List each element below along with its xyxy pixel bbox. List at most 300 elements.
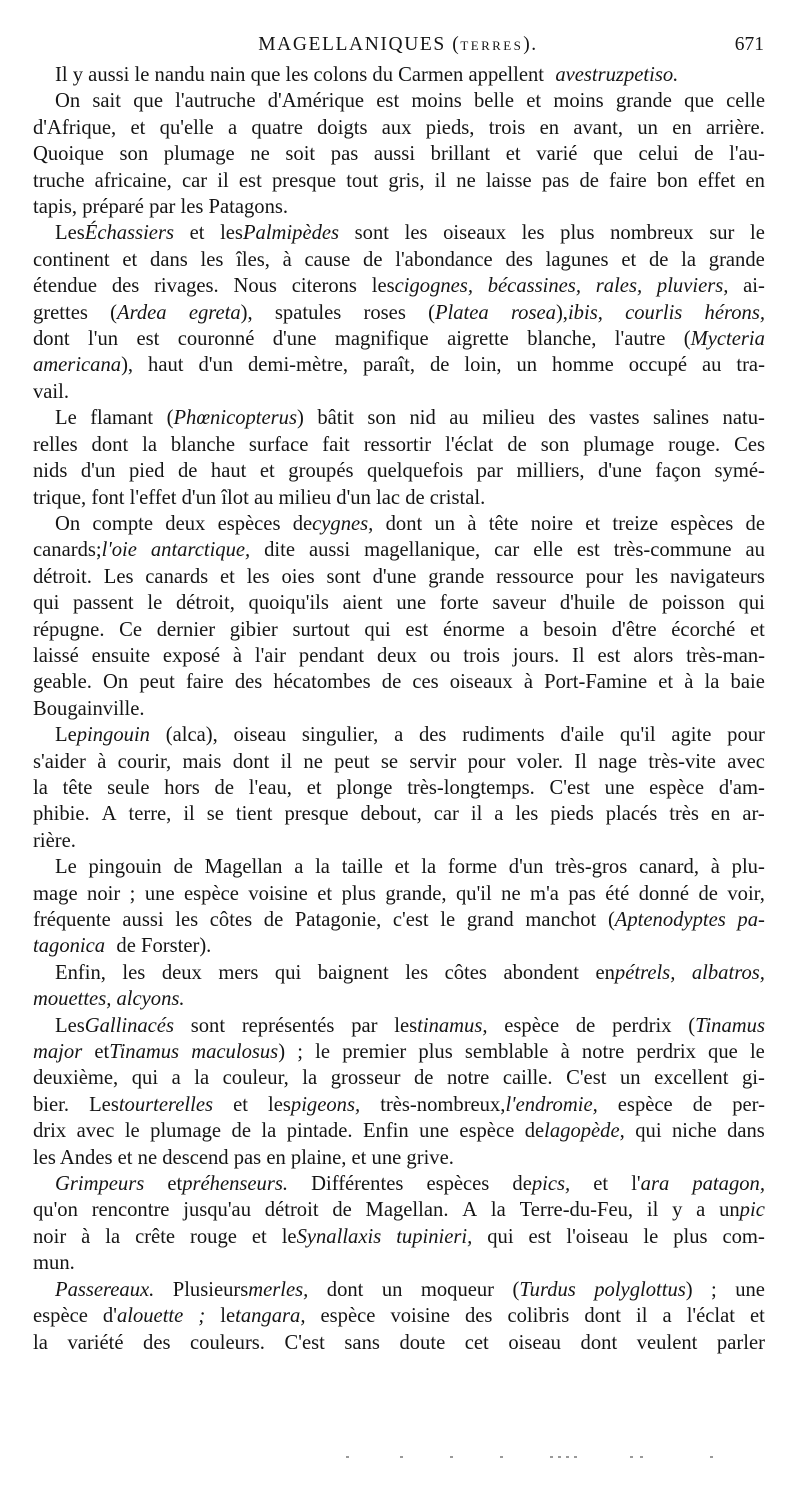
word: détroit,: [175, 592, 235, 615]
word: m'a: [530, 882, 559, 905]
word: grande: [615, 90, 672, 113]
word: quoiqu'ils: [248, 592, 329, 615]
text-line: [33, 722, 765, 748]
word: Enfin,: [55, 961, 106, 984]
word: ces: [412, 671, 439, 694]
word: lescigognes,: [371, 275, 473, 298]
word: les: [246, 565, 270, 588]
word: dont: [326, 1278, 364, 1301]
word: est: [238, 169, 262, 192]
word: qui: [33, 592, 60, 615]
word: On: [55, 90, 81, 113]
word: une: [604, 776, 635, 799]
word: c'est: [392, 909, 429, 931]
word: lagunes: [545, 248, 609, 271]
word: très-nombreux,l'endromie,: [380, 1093, 598, 1116]
word: côtes: [209, 909, 253, 931]
word: et: [621, 248, 637, 271]
word: decygnes,: [292, 512, 374, 535]
word: On: [55, 512, 81, 535]
word: niche: [672, 1120, 717, 1143]
word: et: [750, 1305, 765, 1328]
word: la: [194, 1067, 210, 1090]
word: Passereaux.: [55, 1278, 155, 1301]
word: et: [505, 143, 521, 166]
text-run: les Andes et ne descend pas en plaine, et une grive.: [33, 1146, 454, 1169]
word: belle: [473, 90, 515, 113]
text-line: [33, 352, 765, 378]
word: A: [462, 1199, 478, 1222]
text-line: [33, 379, 765, 405]
word: crête: [135, 1225, 176, 1248]
word: îles,: [236, 248, 270, 271]
word: espèces: [670, 512, 734, 535]
word: il: [183, 803, 195, 826]
word: voisine: [248, 882, 308, 905]
text-line: [33, 220, 765, 246]
text-line: [33, 141, 765, 167]
word: gris,: [388, 169, 425, 192]
text-line: [33, 1118, 765, 1144]
text-line: [33, 1277, 765, 1303]
word: en: [745, 169, 765, 192]
word: forme: [447, 856, 498, 879]
word: de: [698, 882, 718, 905]
word: est: [528, 1225, 552, 1248]
word: en: [672, 116, 692, 139]
text-line: [33, 458, 765, 484]
word: Magellan.: [365, 1199, 449, 1222]
word: enpétrels,: [595, 961, 676, 984]
word: à: [523, 671, 533, 694]
word: des: [143, 1331, 171, 1354]
word: compte: [92, 512, 154, 535]
text-line: [33, 405, 765, 431]
word: cause: [304, 248, 351, 271]
word: de: [694, 143, 714, 166]
word: sait: [92, 90, 121, 113]
word: de: [628, 592, 649, 615]
page-number: 671: [734, 34, 764, 55]
word: espèce: [504, 1014, 560, 1037]
word: et: [394, 856, 410, 879]
word: le: [124, 1120, 140, 1143]
word: et: [526, 90, 542, 113]
text-line: [33, 511, 765, 537]
word: placés: [605, 803, 658, 826]
word: magnifique: [334, 328, 429, 351]
text-line: [33, 168, 765, 194]
word: lestinamus,: [394, 1014, 488, 1037]
word: milieu: [482, 407, 535, 430]
word: est: [136, 328, 160, 351]
word: per-: [732, 1093, 765, 1116]
text-run: Il y aussi le nandu nain que les colons du Carmen appellent: [55, 64, 550, 86]
text-line: [33, 775, 765, 801]
word: Le: [55, 856, 77, 879]
word: dont: [385, 512, 423, 535]
word: et: [220, 565, 235, 588]
word: dernier: [156, 618, 216, 641]
word: il: [434, 169, 447, 192]
text-line: [33, 273, 765, 299]
word: C'est: [284, 1331, 325, 1354]
text-line: [33, 1330, 765, 1356]
word: ai-: [743, 275, 765, 298]
word: canards;l'oie: [33, 539, 137, 562]
text-line: [33, 1303, 765, 1329]
word: l'au-: [729, 143, 765, 166]
word: d'être: [611, 618, 657, 641]
word: antarctique,: [150, 539, 251, 562]
word: pintade.: [286, 1120, 353, 1143]
word: un: [619, 1067, 641, 1090]
word: Grimpeurs: [55, 1173, 145, 1196]
word: mers: [218, 961, 259, 984]
text-line: [33, 326, 765, 352]
word: lesPalmipèdes: [220, 222, 340, 245]
word: sont: [190, 1014, 226, 1037]
word: excellent: [654, 1067, 729, 1090]
text-line: [33, 62, 765, 88]
word: magellanique,: [364, 539, 481, 562]
running-head-end: ).: [523, 34, 538, 55]
word: a: [494, 803, 504, 826]
word: se: [380, 750, 399, 773]
word: aient: [342, 592, 383, 615]
word: pieds: [550, 803, 594, 826]
word: d'un: [80, 460, 116, 483]
word: C'est: [566, 1067, 607, 1090]
word: il: [646, 1199, 659, 1222]
word: symé-: [714, 460, 765, 483]
word: et: [233, 1093, 248, 1116]
word: (Mycteria: [683, 328, 765, 351]
word: a: [294, 856, 304, 879]
word: delagopède,: [524, 1120, 625, 1143]
text-line: [33, 1250, 765, 1276]
word: un: [637, 116, 658, 139]
word: la: [261, 1120, 277, 1143]
word: l'abondance: [395, 248, 493, 271]
word: de: [231, 1120, 251, 1143]
word: énorme: [442, 618, 505, 641]
word: à: [97, 750, 107, 773]
word: avant,: [573, 116, 624, 139]
text-line: [33, 432, 765, 458]
word: au: [701, 354, 722, 377]
word: d'un: [508, 856, 544, 879]
word: nombreux: [610, 222, 694, 245]
word: qu'il: [455, 882, 492, 905]
word: il: [470, 803, 483, 826]
word: la: [33, 776, 48, 799]
word: pied: [128, 460, 165, 483]
word: milliers,: [516, 460, 585, 483]
word: un: [434, 512, 456, 535]
word: bon: [656, 169, 688, 192]
word: grande,: [385, 882, 447, 905]
word: de: [414, 1067, 434, 1090]
footer-specks: [340, 1456, 720, 1462]
word: pour: [585, 565, 624, 588]
text-line: [33, 194, 765, 220]
word: qu'il: [619, 724, 656, 747]
word: mage: [33, 882, 78, 905]
word: d'une: [372, 565, 417, 588]
word: l'autruche: [175, 90, 256, 113]
word: de: [177, 460, 198, 483]
word: hors: [164, 776, 200, 799]
word: pas: [330, 143, 359, 166]
italic-text: avestruzpetiso.: [555, 64, 679, 86]
word: LesÉchassiers: [55, 222, 174, 245]
word: noir: [33, 1225, 67, 1248]
word: plumage: [583, 433, 655, 456]
word: côtes: [444, 961, 487, 984]
word: Quoique: [33, 143, 104, 166]
word: noire: [530, 512, 574, 535]
word: (Platea: [428, 301, 489, 324]
word: d'aile: [560, 724, 605, 747]
word: pas: [541, 169, 570, 192]
text-line: [33, 828, 765, 854]
word: aigrette: [447, 328, 509, 351]
word: variété: [67, 1331, 124, 1354]
word: caille.: [502, 1067, 553, 1090]
text-line: [33, 669, 765, 695]
word: manchot: [525, 909, 597, 931]
word: tout: [346, 169, 379, 192]
word: alors: [633, 644, 674, 667]
text-line: [33, 1171, 765, 1197]
word: donné: [638, 882, 690, 905]
word: la: [490, 1199, 506, 1222]
word: les: [635, 565, 659, 588]
word: Lestourterelles: [89, 1093, 214, 1116]
word: homme: [552, 354, 614, 377]
word: baignent: [317, 961, 389, 984]
word: étendue: [33, 275, 98, 298]
text-line: [33, 1039, 765, 1065]
word: Port-Famine: [544, 671, 648, 694]
word: navigateurs: [669, 565, 765, 588]
word: bâtit: [317, 407, 354, 430]
word: taille: [341, 856, 383, 879]
word: de: [214, 776, 234, 799]
word: pluviers,: [656, 275, 729, 298]
word: mais: [182, 750, 222, 773]
word: de: [692, 1093, 713, 1116]
word: la: [315, 856, 330, 879]
word: le: [749, 1041, 765, 1064]
word: couronné: [177, 328, 255, 351]
word: espèce: [459, 1120, 515, 1143]
word: passent: [73, 592, 134, 615]
text-line: [33, 1224, 765, 1250]
word: sans: [344, 1331, 380, 1354]
word: oiseaux: [443, 222, 507, 245]
running-head-main: MAGELLANIQUES (: [258, 34, 461, 55]
word: surface: [248, 433, 309, 456]
word: natu-: [722, 407, 765, 430]
word: qui: [487, 1225, 514, 1248]
word: (Tinamus: [688, 1014, 765, 1037]
word: pour: [727, 724, 765, 747]
word: a: [519, 618, 529, 641]
word: surtout: [292, 618, 350, 641]
word: est: [376, 90, 400, 113]
word: espèce: [617, 1093, 673, 1116]
word: rouge.: [668, 433, 721, 456]
word: courlis: [625, 301, 683, 324]
word: à: [684, 671, 694, 694]
word: la: [33, 1331, 48, 1354]
text-line: [33, 933, 765, 959]
word: détroit.: [33, 565, 92, 588]
word: d'huile: [559, 592, 616, 615]
word: d'am-: [718, 776, 765, 799]
word: oiseau: [233, 724, 287, 747]
word: l'oiseau: [566, 1225, 629, 1248]
word: parler: [716, 1331, 765, 1354]
text-line: [33, 696, 765, 722]
word: presque: [284, 803, 349, 826]
text-line: [33, 115, 765, 141]
word: besoin: [543, 618, 598, 641]
word: des: [505, 248, 533, 271]
word: une: [396, 592, 427, 615]
word: Les: [103, 565, 134, 588]
word: saveur: [492, 592, 547, 615]
word: abondent: [503, 961, 579, 984]
word: (Aptenodyptes: [607, 909, 726, 931]
word: LesGallinacés: [55, 1014, 174, 1037]
word: ressource: [496, 565, 574, 588]
word: espèce: [320, 1305, 376, 1328]
word: agite: [671, 724, 712, 747]
word: colibris: [507, 1305, 570, 1328]
text-run: mun.: [33, 1252, 75, 1275]
word: couleurs.: [190, 1331, 265, 1354]
word: voir,: [727, 882, 765, 905]
word: fait: [322, 433, 350, 456]
word: tra-: [736, 354, 765, 377]
word: la: [704, 671, 720, 694]
word: qui: [635, 1120, 662, 1143]
word: au: [745, 539, 765, 562]
word: Ce: [119, 618, 143, 641]
word: nids: [33, 460, 68, 483]
word: celui: [638, 143, 679, 166]
word: ne: [250, 143, 270, 166]
word: dont: [91, 433, 129, 456]
word: façon: [655, 460, 702, 483]
word: deuxième,: [33, 1067, 119, 1090]
word: l'un: [88, 328, 119, 351]
text-run: tapis, préparé par les Patagons.: [33, 196, 289, 219]
word: car: [181, 169, 208, 192]
running-head: [32, 30, 764, 61]
word: patagon,: [692, 1173, 765, 1196]
word: blanche: [170, 433, 235, 456]
word: forte: [439, 592, 479, 615]
word: trois: [463, 644, 500, 667]
word: qui: [274, 961, 302, 984]
word: Nous: [233, 275, 277, 298]
word: et: [130, 116, 146, 139]
word: très-longtemps.: [407, 776, 535, 799]
word: hérons,: [704, 301, 765, 324]
word: dont: [232, 750, 270, 773]
word: de: [332, 1199, 352, 1222]
word: brillant: [430, 143, 491, 166]
word: gi-: [741, 1067, 765, 1090]
word: grande: [708, 248, 765, 271]
word: a: [394, 724, 404, 747]
word: très-man-: [686, 644, 765, 667]
word: plus: [418, 1041, 453, 1064]
word: pas: [568, 882, 596, 905]
text-line: [33, 617, 765, 643]
word: les: [122, 961, 146, 984]
word: et: [585, 512, 601, 535]
word: par: [351, 1014, 378, 1037]
text-line: [33, 88, 765, 114]
text-line: [33, 749, 765, 775]
word: voler.: [516, 750, 563, 773]
text-line: [33, 564, 765, 590]
word: Plusieursmerles,: [172, 1278, 309, 1301]
word: très-vite: [648, 750, 716, 773]
word: au: [449, 407, 469, 430]
word: la: [105, 1225, 121, 1248]
word: arrière.: [705, 116, 765, 139]
word: très-gros: [555, 856, 628, 879]
word: qu'on: [33, 1199, 78, 1222]
word: des: [234, 671, 263, 694]
word: plumage: [163, 143, 235, 166]
word: pour: [467, 750, 506, 773]
word: répugne.: [33, 618, 105, 641]
word: une: [419, 1120, 449, 1143]
word: a: [696, 1199, 706, 1222]
word: pingouin: [88, 856, 162, 879]
text-line: [33, 1065, 765, 1091]
word: y: [672, 1199, 683, 1222]
word: et: [593, 1173, 609, 1196]
word: moins: [411, 90, 462, 113]
word: quatre: [251, 116, 303, 139]
word: exposé: [162, 644, 221, 667]
word: d'Amérique: [267, 90, 365, 113]
word: ar-: [742, 803, 765, 826]
word: fréquente: [33, 909, 111, 931]
word: avec: [76, 1120, 115, 1143]
word: com-: [722, 1225, 765, 1248]
word: l'ara: [631, 1173, 670, 1196]
word: rosea),ibis,: [510, 301, 603, 324]
word: tient: [235, 803, 273, 826]
word: drix: [33, 1120, 67, 1143]
word: l'air: [254, 644, 287, 667]
word: semblable: [464, 1041, 549, 1064]
word: le: [643, 1225, 659, 1248]
word: occupé: [628, 354, 688, 377]
word: faire: [609, 169, 647, 192]
word: rouge: [190, 1225, 237, 1248]
word: tête: [62, 776, 93, 799]
